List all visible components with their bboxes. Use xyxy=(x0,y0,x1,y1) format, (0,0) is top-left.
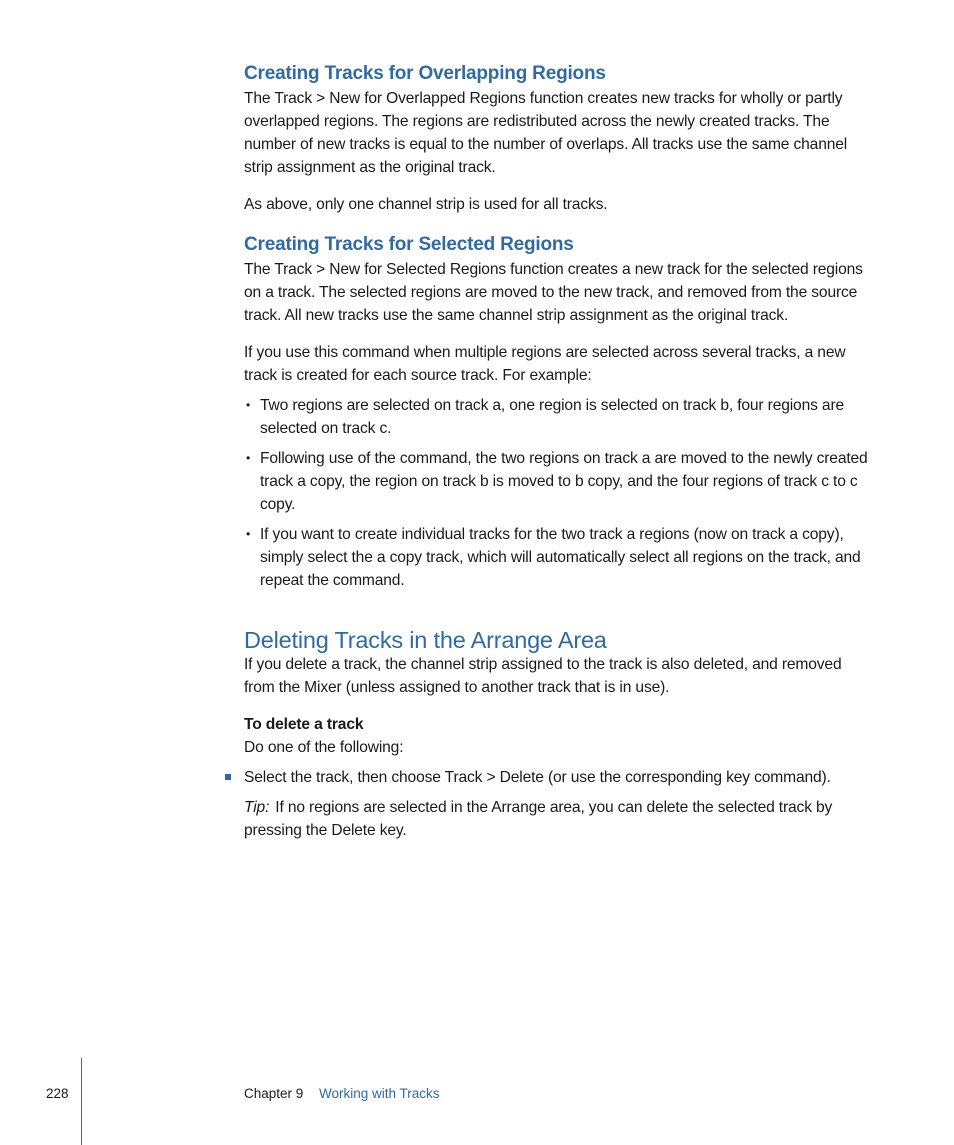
list-item-text: Two regions are selected on track a, one region is selected on track b, four regions are selected on track c. xyxy=(260,397,845,437)
page-footer xyxy=(0,1086,954,1106)
paragraph-overlapping-1: The Track > New for Overlapped Regions function creates new tracks for wholly or partly overlapped regions. The regions are redistributed across the newly created tracks. The number of new tracks is equal to the number of overlaps. All tracks use the same channel strip assignment as the original track. xyxy=(244,90,848,176)
list-item xyxy=(244,523,876,592)
example-bullet-list xyxy=(244,394,876,592)
paragraph-selected-1: The Track > New for Selected Regions function creates a new track for the selected regions on a track. The selected regions are moved to the new track, and removed from the source track. All new tracks use the same channel strip assignment as the original track. xyxy=(244,261,863,324)
tip-label: Tip: xyxy=(244,799,270,816)
page-content xyxy=(244,60,876,842)
chapter-label: Chapter 9 xyxy=(244,1086,304,1101)
step-item xyxy=(244,766,876,789)
tip-paragraph xyxy=(244,796,876,842)
tip-text: If no regions are selected in the Arrange area, you can delete the selected track by pressing the Delete key. xyxy=(244,799,833,839)
bullet-icon: • xyxy=(246,527,251,541)
task-intro: Do one of the following: xyxy=(244,739,404,756)
heading-selected-regions: Creating Tracks for Selected Regions xyxy=(244,234,574,255)
list-item-text: Following use of the command, the two regions on track a are moved to the newly created track a copy, the region on track b is moved to b copy, and the four regions of track c to c copy. xyxy=(260,450,868,513)
list-item xyxy=(244,394,876,440)
paragraph-deleting-1: If you delete a track, the channel strip assigned to the track is also deleted, and removed from the Mixer (unless assigned to another track that is in use). xyxy=(244,656,842,696)
paragraph-overlapping-2: As above, only one channel strip is used for all tracks. xyxy=(244,196,608,213)
chapter-title-link[interactable]: Working with Tracks xyxy=(319,1086,440,1101)
bullet-icon: • xyxy=(246,451,251,465)
square-bullet-icon xyxy=(225,774,231,780)
page-number: 228 xyxy=(46,1086,69,1101)
paragraph-selected-2: If you use this command when multiple regions are selected across several tracks, a new track is created for each source track. For example: xyxy=(244,344,846,384)
bullet-icon: • xyxy=(246,398,251,412)
list-item xyxy=(244,447,876,516)
list-item-text: If you want to create individual tracks for the two track a regions (now on track a copy), simply select the a copy track, which will automatically select all regions on the track, and repeat the command. xyxy=(260,526,861,589)
task-title: To delete a track xyxy=(244,716,364,733)
heading-deleting-tracks: Deleting Tracks in the Arrange Area xyxy=(244,627,607,653)
heading-overlapping-regions: Creating Tracks for Overlapping Regions xyxy=(244,63,606,84)
step-text: Select the track, then choose Track > Delete (or use the corresponding key command). xyxy=(244,769,831,786)
